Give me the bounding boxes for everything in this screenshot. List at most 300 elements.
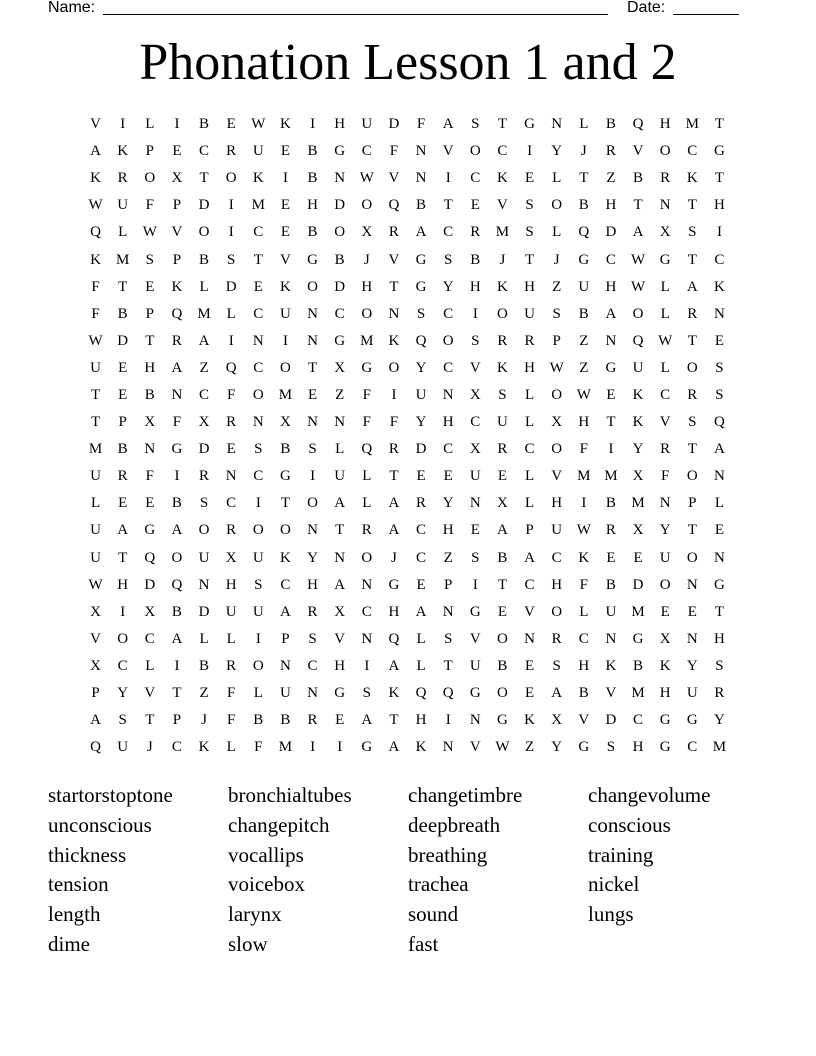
grid-letter[interactable]: C (416, 549, 427, 566)
grid-letter[interactable]: I (228, 332, 234, 349)
grid-letter[interactable]: B (117, 441, 128, 458)
grid-letter[interactable]: L (362, 495, 372, 512)
grid-letter[interactable]: A (334, 576, 346, 593)
grid-letter[interactable]: G (415, 251, 427, 268)
grid-letter[interactable]: F (227, 386, 236, 403)
grid-letter[interactable]: B (280, 712, 291, 729)
grid-letter[interactable]: K (280, 116, 291, 133)
grid-letter[interactable]: U (280, 305, 291, 322)
grid-letter[interactable]: Q (415, 685, 427, 702)
grid-letter[interactable]: C (199, 386, 210, 403)
grid-letter[interactable]: H (442, 414, 454, 431)
grid-letter[interactable]: L (199, 278, 209, 295)
grid-letter[interactable]: K (171, 278, 183, 295)
grid-letter[interactable]: C (443, 441, 454, 458)
grid-letter[interactable]: I (445, 712, 451, 729)
grid-letter[interactable]: O (361, 305, 373, 322)
grid-letter[interactable]: A (171, 359, 183, 376)
grid-letter[interactable]: U (686, 685, 698, 702)
grid-letter[interactable]: Z (199, 685, 209, 702)
grid-letter[interactable]: F (362, 414, 371, 431)
grid-letter[interactable]: N (307, 685, 318, 702)
grid-letter[interactable]: A (442, 116, 454, 133)
grid-letter[interactable]: D (198, 603, 210, 620)
grid-letter[interactable]: O (632, 305, 644, 322)
grid-letter[interactable]: T (687, 441, 697, 458)
grid-letter[interactable]: N (252, 332, 264, 349)
grid-letter[interactable]: E (280, 224, 291, 241)
grid-letter[interactable]: I (310, 468, 316, 485)
grid-letter[interactable]: G (361, 359, 373, 376)
grid-letter[interactable]: K (198, 739, 210, 756)
grid-letter[interactable]: T (389, 712, 399, 729)
grid-letter[interactable]: C (226, 495, 237, 512)
grid-letter[interactable]: E (145, 278, 155, 295)
grid-letter[interactable]: O (280, 359, 291, 376)
grid-letter[interactable]: O (686, 549, 698, 566)
grid-letter[interactable]: H (334, 116, 346, 133)
grid-letter[interactable]: Y (442, 495, 454, 512)
grid-letter[interactable]: A (388, 522, 400, 539)
grid-letter[interactable]: G (578, 739, 590, 756)
grid-letter[interactable]: B (605, 576, 616, 593)
grid-letter[interactable]: U (551, 522, 563, 539)
grid-letter[interactable]: G (171, 441, 183, 458)
grid-letter[interactable]: D (117, 332, 129, 349)
grid-letter[interactable]: A (90, 143, 101, 160)
grid-letter[interactable]: C (307, 657, 318, 674)
grid-letter[interactable]: C (470, 170, 481, 187)
grid-letter[interactable]: A (415, 603, 427, 620)
grid-letter[interactable]: S (525, 197, 534, 214)
grid-letter[interactable]: G (469, 603, 481, 620)
grid-letter[interactable]: A (686, 278, 698, 295)
grid-letter[interactable]: R (226, 522, 237, 539)
grid-letter[interactable]: E (524, 685, 535, 702)
grid-letter[interactable]: W (495, 739, 510, 756)
grid-letter[interactable]: S (525, 224, 534, 241)
grid-letter[interactable]: Q (714, 414, 725, 431)
grid-letter[interactable]: G (361, 739, 373, 756)
grid-letter[interactable]: I (174, 657, 180, 674)
grid-letter[interactable]: S (145, 251, 154, 268)
grid-letter[interactable]: P (91, 685, 100, 702)
grid-letter[interactable]: V (442, 143, 454, 160)
grid-letter[interactable]: I (282, 332, 288, 349)
grid-letter[interactable]: R (226, 414, 237, 431)
grid-letter[interactable]: E (253, 278, 263, 295)
grid-letter[interactable]: X (551, 712, 563, 729)
grid-letter[interactable]: B (578, 685, 589, 702)
grid-letter[interactable]: A (334, 495, 346, 512)
grid-letter[interactable]: E (524, 657, 535, 674)
grid-letter[interactable]: I (228, 197, 234, 214)
grid-letter[interactable]: G (659, 251, 671, 268)
grid-letter[interactable]: D (605, 224, 617, 241)
grid-letter[interactable]: N (659, 495, 671, 512)
grid-letter[interactable]: K (280, 549, 291, 566)
grid-letter[interactable]: Q (225, 359, 237, 376)
grid-letter[interactable]: S (444, 630, 453, 647)
grid-letter[interactable]: G (307, 251, 318, 268)
grid-letter[interactable]: T (335, 522, 345, 539)
grid-letter[interactable]: E (470, 197, 480, 214)
grid-letter[interactable]: X (334, 359, 346, 376)
grid-letter[interactable]: F (389, 143, 399, 160)
grid-letter[interactable]: E (118, 359, 128, 376)
grid-letter[interactable]: E (524, 170, 535, 187)
grid-letter[interactable]: H (659, 116, 671, 133)
grid-letter[interactable]: U (252, 549, 264, 566)
grid-letter[interactable]: F (227, 712, 236, 729)
grid-letter[interactable]: S (118, 712, 127, 729)
grid-letter[interactable]: C (443, 305, 454, 322)
grid-letter[interactable]: U (469, 657, 481, 674)
grid-letter[interactable]: T (443, 197, 453, 214)
grid-letter[interactable]: N (415, 170, 427, 187)
grid-letter[interactable]: B (199, 251, 210, 268)
grid-letter[interactable]: E (416, 576, 426, 593)
grid-letter[interactable]: L (226, 305, 236, 322)
grid-letter[interactable]: C (253, 468, 264, 485)
grid-letter[interactable]: X (632, 522, 644, 539)
grid-letter[interactable]: B (307, 170, 318, 187)
grid-letter[interactable]: V (469, 630, 481, 647)
grid-letter[interactable]: N (551, 116, 563, 133)
grid-letter[interactable]: L (714, 495, 725, 512)
grid-letter[interactable]: H (388, 603, 400, 620)
grid-letter[interactable]: I (445, 170, 451, 187)
grid-letter[interactable]: X (469, 386, 481, 403)
grid-letter[interactable]: M (197, 305, 211, 322)
grid-letter[interactable]: I (228, 224, 234, 241)
grid-letter[interactable]: T (253, 251, 263, 268)
grid-letter[interactable]: V (334, 630, 346, 647)
grid-letter[interactable]: X (90, 657, 101, 674)
grid-letter[interactable]: U (334, 468, 346, 485)
grid-letter[interactable]: K (659, 657, 671, 674)
grid-letter[interactable]: Q (388, 197, 400, 214)
grid-letter[interactable]: P (118, 414, 127, 431)
grid-letter[interactable]: E (606, 386, 616, 403)
grid-letter[interactable]: Q (361, 441, 373, 458)
grid-letter[interactable]: T (687, 332, 697, 349)
grid-letter[interactable]: A (551, 685, 563, 702)
grid-letter[interactable]: A (524, 549, 535, 566)
grid-letter[interactable]: G (659, 712, 671, 729)
grid-letter[interactable]: S (308, 630, 317, 647)
grid-letter[interactable]: W (88, 332, 103, 349)
grid-letter[interactable]: G (334, 332, 346, 349)
grid-letter[interactable]: I (255, 630, 261, 647)
grid-letter[interactable]: B (307, 143, 318, 160)
grid-letter[interactable]: S (471, 332, 480, 349)
grid-letter[interactable]: U (90, 549, 101, 566)
grid-letter[interactable]: I (310, 116, 316, 133)
grid-letter[interactable]: C (578, 630, 589, 647)
grid-letter[interactable]: T (145, 712, 155, 729)
grid-letter[interactable]: T (524, 251, 535, 268)
grid-letter[interactable]: G (388, 576, 400, 593)
grid-letter[interactable]: B (416, 197, 427, 214)
grid-letter[interactable]: L (253, 685, 263, 702)
grid-letter[interactable]: Q (90, 739, 101, 756)
grid-letter[interactable]: I (472, 576, 478, 593)
grid-letter[interactable]: R (551, 630, 562, 647)
grid-letter[interactable]: C (443, 359, 454, 376)
grid-letter[interactable]: O (686, 359, 698, 376)
grid-letter[interactable]: P (172, 712, 182, 729)
grid-letter[interactable]: R (307, 712, 318, 729)
grid-letter[interactable]: H (605, 278, 617, 295)
grid-letter[interactable]: S (552, 657, 561, 674)
grid-letter[interactable]: Q (632, 332, 644, 349)
name-field-line[interactable] (103, 0, 608, 15)
grid-letter[interactable]: K (497, 170, 508, 187)
grid-letter[interactable]: Y (307, 549, 318, 566)
grid-letter[interactable]: K (252, 170, 264, 187)
grid-letter[interactable]: W (630, 251, 646, 268)
grid-letter[interactable]: N (334, 170, 346, 187)
grid-letter[interactable]: T (497, 576, 508, 593)
grid-letter[interactable]: A (90, 712, 101, 729)
grid-letter[interactable]: Q (171, 305, 183, 322)
grid-letter[interactable]: E (633, 549, 643, 566)
grid-letter[interactable]: O (252, 386, 264, 403)
grid-letter[interactable]: B (633, 170, 644, 187)
grid-letter[interactable]: E (606, 549, 616, 566)
grid-letter[interactable]: O (388, 359, 400, 376)
grid-letter[interactable]: R (199, 468, 210, 485)
grid-letter[interactable]: S (444, 251, 453, 268)
grid-letter[interactable]: J (391, 549, 397, 566)
grid-letter[interactable]: N (605, 630, 617, 647)
grid-letter[interactable]: C (416, 522, 427, 539)
grid-letter[interactable]: Q (144, 549, 156, 566)
grid-letter[interactable]: U (90, 468, 101, 485)
grid-letter[interactable]: N (714, 549, 725, 566)
grid-letter[interactable]: T (90, 386, 101, 403)
grid-letter[interactable]: L (552, 224, 562, 241)
grid-letter[interactable]: K (497, 359, 508, 376)
grid-letter[interactable]: F (389, 414, 399, 431)
grid-letter[interactable]: T (172, 685, 182, 702)
grid-letter[interactable]: D (388, 116, 400, 133)
grid-letter[interactable]: X (280, 414, 291, 431)
grid-letter[interactable]: N (225, 468, 237, 485)
grid-letter[interactable]: S (688, 224, 697, 241)
grid-letter[interactable]: C (714, 251, 725, 268)
grid-letter[interactable]: V (90, 116, 101, 133)
grid-letter[interactable]: N (442, 739, 454, 756)
grid-letter[interactable]: G (632, 630, 644, 647)
grid-letter[interactable]: Q (388, 630, 400, 647)
grid-letter[interactable]: O (442, 332, 454, 349)
grid-letter[interactable]: F (91, 278, 100, 295)
grid-letter[interactable]: H (524, 278, 535, 295)
grid-letter[interactable]: V (90, 630, 101, 647)
grid-letter[interactable]: A (388, 739, 400, 756)
grid-letter[interactable]: X (659, 630, 671, 647)
grid-letter[interactable]: R (171, 332, 182, 349)
grid-letter[interactable]: C (171, 739, 182, 756)
grid-letter[interactable]: Y (686, 657, 698, 674)
grid-letter[interactable]: V (144, 685, 156, 702)
grid-letter[interactable]: A (198, 332, 210, 349)
grid-letter[interactable]: S (498, 386, 507, 403)
grid-letter[interactable]: L (416, 630, 426, 647)
grid-letter[interactable]: N (686, 630, 698, 647)
grid-letter[interactable]: Y (551, 143, 563, 160)
grid-letter[interactable]: U (469, 468, 481, 485)
grid-letter[interactable]: O (252, 522, 264, 539)
grid-letter[interactable]: D (415, 441, 427, 458)
grid-letter[interactable]: O (334, 224, 346, 241)
grid-letter[interactable]: M (88, 441, 103, 458)
grid-letter[interactable]: S (471, 549, 480, 566)
grid-letter[interactable]: U (117, 739, 129, 756)
grid-letter[interactable]: O (252, 657, 264, 674)
grid-letter[interactable]: Q (442, 685, 454, 702)
grid-letter[interactable]: G (578, 251, 590, 268)
grid-letter[interactable]: Z (335, 386, 345, 403)
grid-letter[interactable]: L (660, 305, 670, 322)
grid-letter[interactable]: U (524, 305, 535, 322)
grid-letter[interactable]: F (579, 441, 588, 458)
grid-letter[interactable]: C (551, 549, 562, 566)
grid-letter[interactable]: L (416, 657, 426, 674)
grid-letter[interactable]: B (171, 603, 182, 620)
grid-letter[interactable]: Q (578, 224, 590, 241)
grid-letter[interactable]: R (226, 657, 237, 674)
grid-letter[interactable]: A (171, 522, 183, 539)
grid-letter[interactable]: I (310, 739, 316, 756)
grid-letter[interactable]: T (579, 170, 589, 187)
grid-letter[interactable]: L (145, 657, 155, 674)
grid-letter[interactable]: W (549, 359, 564, 376)
grid-letter[interactable]: C (334, 305, 345, 322)
grid-letter[interactable]: Z (443, 549, 453, 566)
grid-letter[interactable]: T (389, 468, 399, 485)
grid-letter[interactable]: S (362, 685, 371, 702)
grid-letter[interactable]: H (551, 495, 563, 512)
grid-letter[interactable]: U (605, 603, 617, 620)
grid-letter[interactable]: X (334, 603, 346, 620)
grid-letter[interactable]: N (714, 305, 725, 322)
grid-letter[interactable]: N (524, 630, 535, 647)
grid-letter[interactable]: K (90, 251, 101, 268)
grid-letter[interactable]: C (280, 576, 291, 593)
grid-letter[interactable]: E (470, 522, 480, 539)
grid-letter[interactable]: K (524, 712, 535, 729)
grid-letter[interactable]: F (416, 116, 426, 133)
grid-letter[interactable]: Q (415, 332, 427, 349)
grid-letter[interactable]: U (252, 603, 264, 620)
grid-letter[interactable]: N (307, 305, 318, 322)
grid-letter[interactable]: K (117, 143, 129, 160)
grid-letter[interactable]: M (251, 197, 265, 214)
grid-letter[interactable]: W (88, 576, 103, 593)
grid-letter[interactable]: S (416, 305, 426, 322)
grid-letter[interactable]: N (442, 603, 454, 620)
grid-letter[interactable]: O (551, 197, 563, 214)
grid-letter[interactable]: X (361, 224, 373, 241)
grid-letter[interactable]: Q (90, 224, 101, 241)
grid-letter[interactable]: C (605, 251, 616, 268)
grid-letter[interactable]: H (334, 657, 346, 674)
grid-letter[interactable]: P (172, 251, 182, 268)
grid-letter[interactable]: N (144, 441, 156, 458)
grid-letter[interactable]: N (307, 522, 318, 539)
grid-letter[interactable]: J (201, 712, 207, 729)
grid-letter[interactable]: I (581, 495, 587, 512)
grid-letter[interactable]: M (631, 603, 645, 620)
grid-letter[interactable]: T (118, 549, 128, 566)
grid-letter[interactable]: W (576, 522, 591, 539)
grid-letter[interactable]: X (469, 441, 481, 458)
grid-letter[interactable]: K (388, 685, 400, 702)
grid-letter[interactable]: V (524, 603, 535, 620)
grid-letter[interactable]: L (335, 441, 345, 458)
grid-letter[interactable]: U (117, 197, 129, 214)
grid-letter[interactable]: U (198, 549, 210, 566)
grid-letter[interactable]: M (278, 739, 293, 756)
grid-letter[interactable]: U (659, 549, 671, 566)
grid-letter[interactable]: E (335, 712, 345, 729)
grid-letter[interactable]: K (632, 414, 644, 431)
grid-letter[interactable]: K (280, 278, 291, 295)
grid-letter[interactable]: G (714, 143, 725, 160)
grid-letter[interactable]: U (361, 116, 373, 133)
grid-letter[interactable]: V (469, 739, 481, 756)
grid-letter[interactable]: L (145, 116, 155, 133)
grid-letter[interactable]: B (633, 657, 644, 674)
grid-letter[interactable]: H (551, 576, 563, 593)
grid-letter[interactable]: L (660, 359, 670, 376)
grid-letter[interactable]: F (362, 386, 371, 403)
grid-letter[interactable]: Z (606, 170, 616, 187)
grid-letter[interactable]: T (90, 414, 101, 431)
grid-letter[interactable]: B (578, 197, 589, 214)
grid-letter[interactable]: N (280, 657, 291, 674)
grid-letter[interactable]: L (524, 468, 535, 485)
grid-letter[interactable]: X (144, 603, 156, 620)
grid-letter[interactable]: G (524, 116, 535, 133)
grid-letter[interactable]: W (658, 332, 673, 349)
grid-letter[interactable]: N (307, 332, 318, 349)
grid-letter[interactable]: H (307, 576, 318, 593)
grid-letter[interactable]: I (364, 657, 370, 674)
grid-letter[interactable]: Y (415, 414, 427, 431)
grid-letter[interactable]: O (361, 197, 373, 214)
grid-letter[interactable]: B (117, 305, 128, 322)
grid-letter[interactable]: S (552, 305, 561, 322)
grid-letter[interactable]: X (144, 414, 156, 431)
grid-letter[interactable]: O (225, 170, 237, 187)
grid-letter[interactable]: X (198, 414, 210, 431)
grid-letter[interactable]: R (714, 685, 725, 702)
grid-letter[interactable]: O (551, 603, 563, 620)
grid-letter[interactable]: H (117, 576, 129, 593)
grid-letter[interactable]: O (198, 224, 210, 241)
grid-letter[interactable]: C (660, 386, 671, 403)
grid-letter[interactable]: C (687, 739, 698, 756)
grid-letter[interactable]: H (415, 712, 427, 729)
grid-letter[interactable]: O (497, 685, 508, 702)
grid-letter[interactable]: L (660, 278, 670, 295)
grid-letter[interactable]: J (146, 739, 153, 756)
grid-letter[interactable]: A (415, 224, 427, 241)
